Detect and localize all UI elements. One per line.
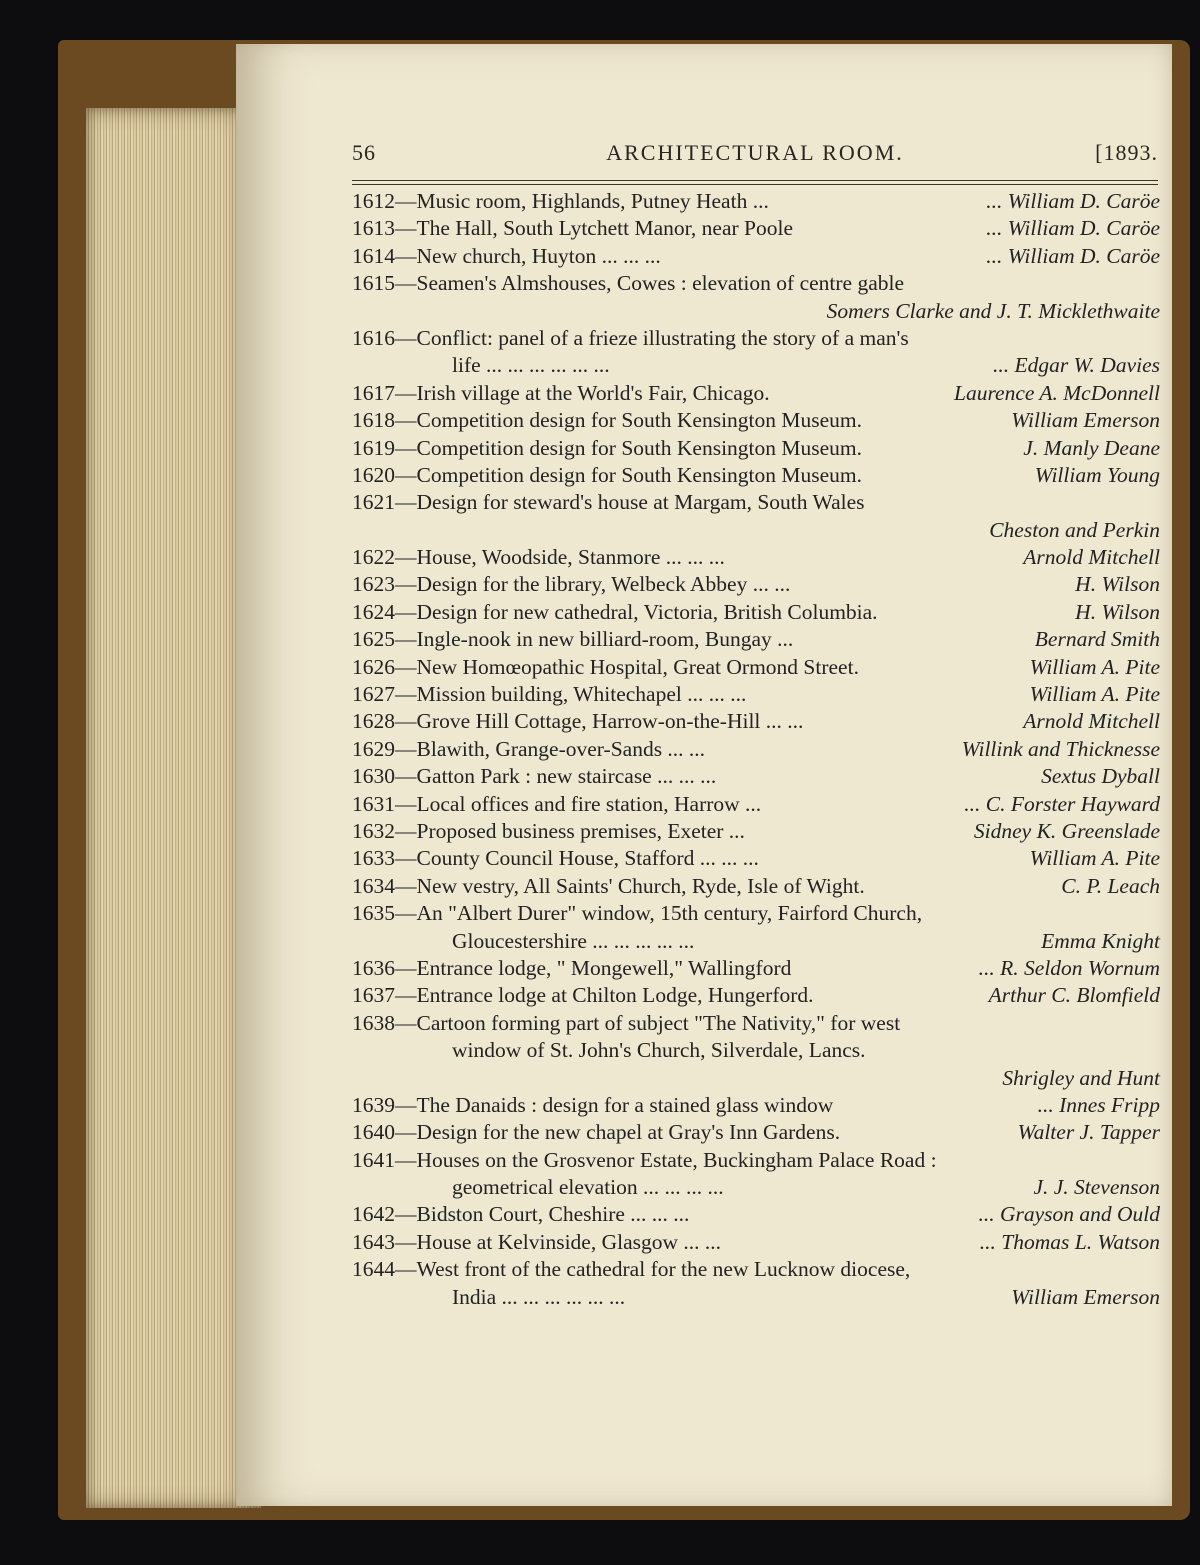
entry-text: 1640—Design for the new chapel at Gray's Inn Gardens.: [352, 1120, 841, 1145]
entry-text: 1624—Design for new cathedral, Victoria, British Columbia.: [352, 599, 878, 624]
entry-text: 1630—Gatton Park : new staircase ... ... ...: [352, 764, 717, 789]
entry-line: [352, 435, 1160, 462]
entry-architect: William A. Pite: [1029, 682, 1160, 707]
entry-text: geometrical elevation ... ... ... ...: [452, 1175, 724, 1200]
running-header: [352, 140, 1158, 176]
entry-line: [352, 352, 1160, 379]
catalogue-entries: [352, 188, 1160, 1311]
entry-architect: H. Wilson: [1075, 599, 1160, 624]
entry-text: 1618—Competition design for South Kensington Museum.: [352, 408, 863, 433]
entry-text: 1629—Blawith, Grange-over-Sands ... ...: [352, 736, 706, 761]
entry-line: [352, 517, 1160, 544]
entry-line: [352, 599, 1160, 626]
entry-architect: C. P. Leach: [1061, 873, 1160, 898]
entry-line: [352, 1037, 1160, 1064]
entry-line: [352, 1174, 1160, 1201]
entry-line: [352, 818, 1160, 845]
entry-architect: Cheston and Perkin: [989, 517, 1160, 542]
page-number: 56: [352, 140, 376, 165]
entry-text: 1627—Mission building, Whitechapel ... ... ...: [352, 682, 747, 707]
entry-architect: ... Grayson and Ould: [978, 1202, 1160, 1227]
entry-line: [352, 571, 1160, 598]
entry-line: [352, 1065, 1160, 1092]
entry-architect: ... C. Forster Hayward: [964, 791, 1160, 816]
entry-architect: Bernard Smith: [1034, 627, 1160, 652]
entry-line: [352, 462, 1160, 489]
entry-text: 1626—New Homœopathic Hospital, Great Ormond Street.: [352, 654, 859, 679]
header-rule-bottom: [352, 184, 1158, 185]
entry-text: 1615—Seamen's Almshouses, Cowes : elevation of centre gable: [352, 271, 905, 296]
entry-text: 1616—Conflict: panel of a frieze illustrating the story of a man's: [352, 325, 909, 350]
entry-line: [352, 380, 1160, 407]
entry-architect: ... Thomas L. Watson: [979, 1229, 1160, 1254]
entry-text: 1625—Ingle-nook in new billiard-room, Bungay ...: [352, 627, 794, 652]
entry-text: India ... ... ... ... ... ...: [452, 1284, 626, 1309]
entry-line: [352, 1119, 1160, 1146]
entry-text: 1613—The Hall, South Lytchett Manor, near Poole: [352, 216, 794, 241]
entry-text: Gloucestershire ... ... ... ... ...: [452, 928, 695, 953]
entry-architect: Somers Clarke and J. T. Micklethwaite: [826, 298, 1160, 323]
entry-architect: William Emerson: [1011, 408, 1160, 433]
entry-line: [352, 708, 1160, 735]
header-rule-top: [352, 180, 1158, 181]
entry-text: 1631—Local offices and fire station, Harrow ...: [352, 791, 762, 816]
entry-architect: Arnold Mitchell: [1023, 709, 1160, 734]
entry-line: [352, 955, 1160, 982]
entry-text: 1623—Design for the library, Welbeck Abbey ... ...: [352, 572, 791, 597]
entry-architect: William Emerson: [1011, 1284, 1160, 1309]
entry-text: 1641—Houses on the Grosvenor Estate, Buckingham Palace Road :: [352, 1147, 937, 1172]
entry-text: 1622—House, Woodside, Stanmore ... ... ...: [352, 545, 725, 570]
entry-line: [352, 900, 1160, 927]
entry-text: 1617—Irish village at the World's Fair, Chicago.: [352, 380, 770, 405]
entry-text: life ... ... ... ... ... ...: [452, 353, 610, 378]
entry-line: [352, 1147, 1160, 1174]
entry-line: [352, 325, 1160, 352]
entry-architect: William Young: [1034, 462, 1160, 487]
entry-line: [352, 1229, 1160, 1256]
entry-architect: Sidney K. Greenslade: [973, 818, 1160, 843]
entry-architect: Walter J. Tapper: [1017, 1120, 1160, 1145]
entry-architect: Shrigley and Hunt: [1002, 1065, 1160, 1090]
entry-architect: Laurence A. McDonnell: [954, 380, 1160, 405]
entry-text: window of St. John's Church, Silverdale, Lancs.: [452, 1038, 866, 1063]
entry-line: [352, 873, 1160, 900]
entry-line: [352, 928, 1160, 955]
page-edges: [86, 108, 261, 1508]
entry-line: [352, 791, 1160, 818]
entry-architect: Arthur C. Blomfield: [988, 983, 1160, 1008]
entry-line: [352, 763, 1160, 790]
entry-text: 1639—The Danaids : design for a stained glass window: [352, 1092, 834, 1117]
entry-line: [352, 982, 1160, 1009]
entry-line: [352, 188, 1160, 215]
entry-text: 1621—Design for steward's house at Margam, South Wales: [352, 490, 865, 515]
entry-line: [352, 215, 1160, 242]
entry-architect: ... R. Seldon Wornum: [978, 955, 1160, 980]
entry-architect: J. J. Stevenson: [1033, 1175, 1160, 1200]
entry-architect: H. Wilson: [1075, 572, 1160, 597]
entry-line: [352, 1256, 1160, 1283]
entry-text: 1637—Entrance lodge at Chilton Lodge, Hungerford.: [352, 983, 814, 1008]
entry-text: 1614—New church, Huyton ... ... ...: [352, 243, 661, 268]
entry-architect: Arnold Mitchell: [1023, 545, 1160, 570]
year-label: [1893.: [1095, 140, 1158, 165]
entry-architect: William A. Pite: [1029, 846, 1160, 871]
entry-architect: ... William D. Caröe: [986, 216, 1160, 241]
entry-text: 1633—County Council House, Stafford ... ... ...: [352, 846, 759, 871]
entry-line: [352, 270, 1160, 297]
entry-text: 1634—New vestry, All Saints' Church, Ryde, Isle of Wight.: [352, 873, 865, 898]
entry-line: [352, 407, 1160, 434]
entry-text: 1619—Competition design for South Kensington Museum.: [352, 435, 863, 460]
entry-line: [352, 298, 1160, 325]
entry-line: [352, 845, 1160, 872]
entry-line: [352, 1092, 1160, 1119]
entry-line: [352, 626, 1160, 653]
entry-text: 1612—Music room, Highlands, Putney Heath ...: [352, 189, 769, 213]
entry-architect: ... William D. Caröe: [986, 189, 1160, 213]
entry-line: [352, 1010, 1160, 1037]
entry-text: 1628—Grove Hill Cottage, Harrow-on-the-Hill ... ...: [352, 709, 804, 734]
entry-text: 1635—An "Albert Durer" window, 15th century, Fairford Church,: [352, 901, 923, 926]
entry-line: [352, 736, 1160, 763]
entry-architect: Willink and Thicknesse: [961, 736, 1160, 761]
entry-line: [352, 654, 1160, 681]
entry-text: 1642—Bidston Court, Cheshire ... ... ...: [352, 1202, 690, 1227]
entry-architect: J. Manly Deane: [1023, 435, 1160, 460]
entry-text: 1644—West front of the cathedral for the new Lucknow diocese,: [352, 1257, 911, 1282]
entry-text: 1638—Cartoon forming part of subject "The Nativity," for west: [352, 1010, 901, 1035]
entry-architect: Emma Knight: [1041, 928, 1160, 953]
entry-line: [352, 243, 1160, 270]
entry-line: [352, 681, 1160, 708]
entry-text: 1632—Proposed business premises, Exeter ...: [352, 818, 745, 843]
entry-text: 1643—House at Kelvinside, Glasgow ... ...: [352, 1229, 722, 1254]
entry-architect: William A. Pite: [1029, 654, 1160, 679]
entry-architect: ... Edgar W. Davies: [992, 353, 1160, 378]
entry-text: 1620—Competition design for South Kensington Museum.: [352, 462, 863, 487]
page-title: ARCHITECTURAL ROOM.: [606, 140, 904, 165]
entry-architect: ... William D. Caröe: [986, 243, 1160, 268]
entry-line: [352, 489, 1160, 516]
entry-line: [352, 1201, 1160, 1228]
entry-line: [352, 544, 1160, 571]
entry-architect: ... Innes Fripp: [1037, 1092, 1160, 1117]
entry-line: [352, 1284, 1160, 1311]
entry-text: 1636—Entrance lodge, " Mongewell," Wallingford: [352, 955, 792, 980]
entry-architect: Sextus Dyball: [1041, 764, 1160, 789]
